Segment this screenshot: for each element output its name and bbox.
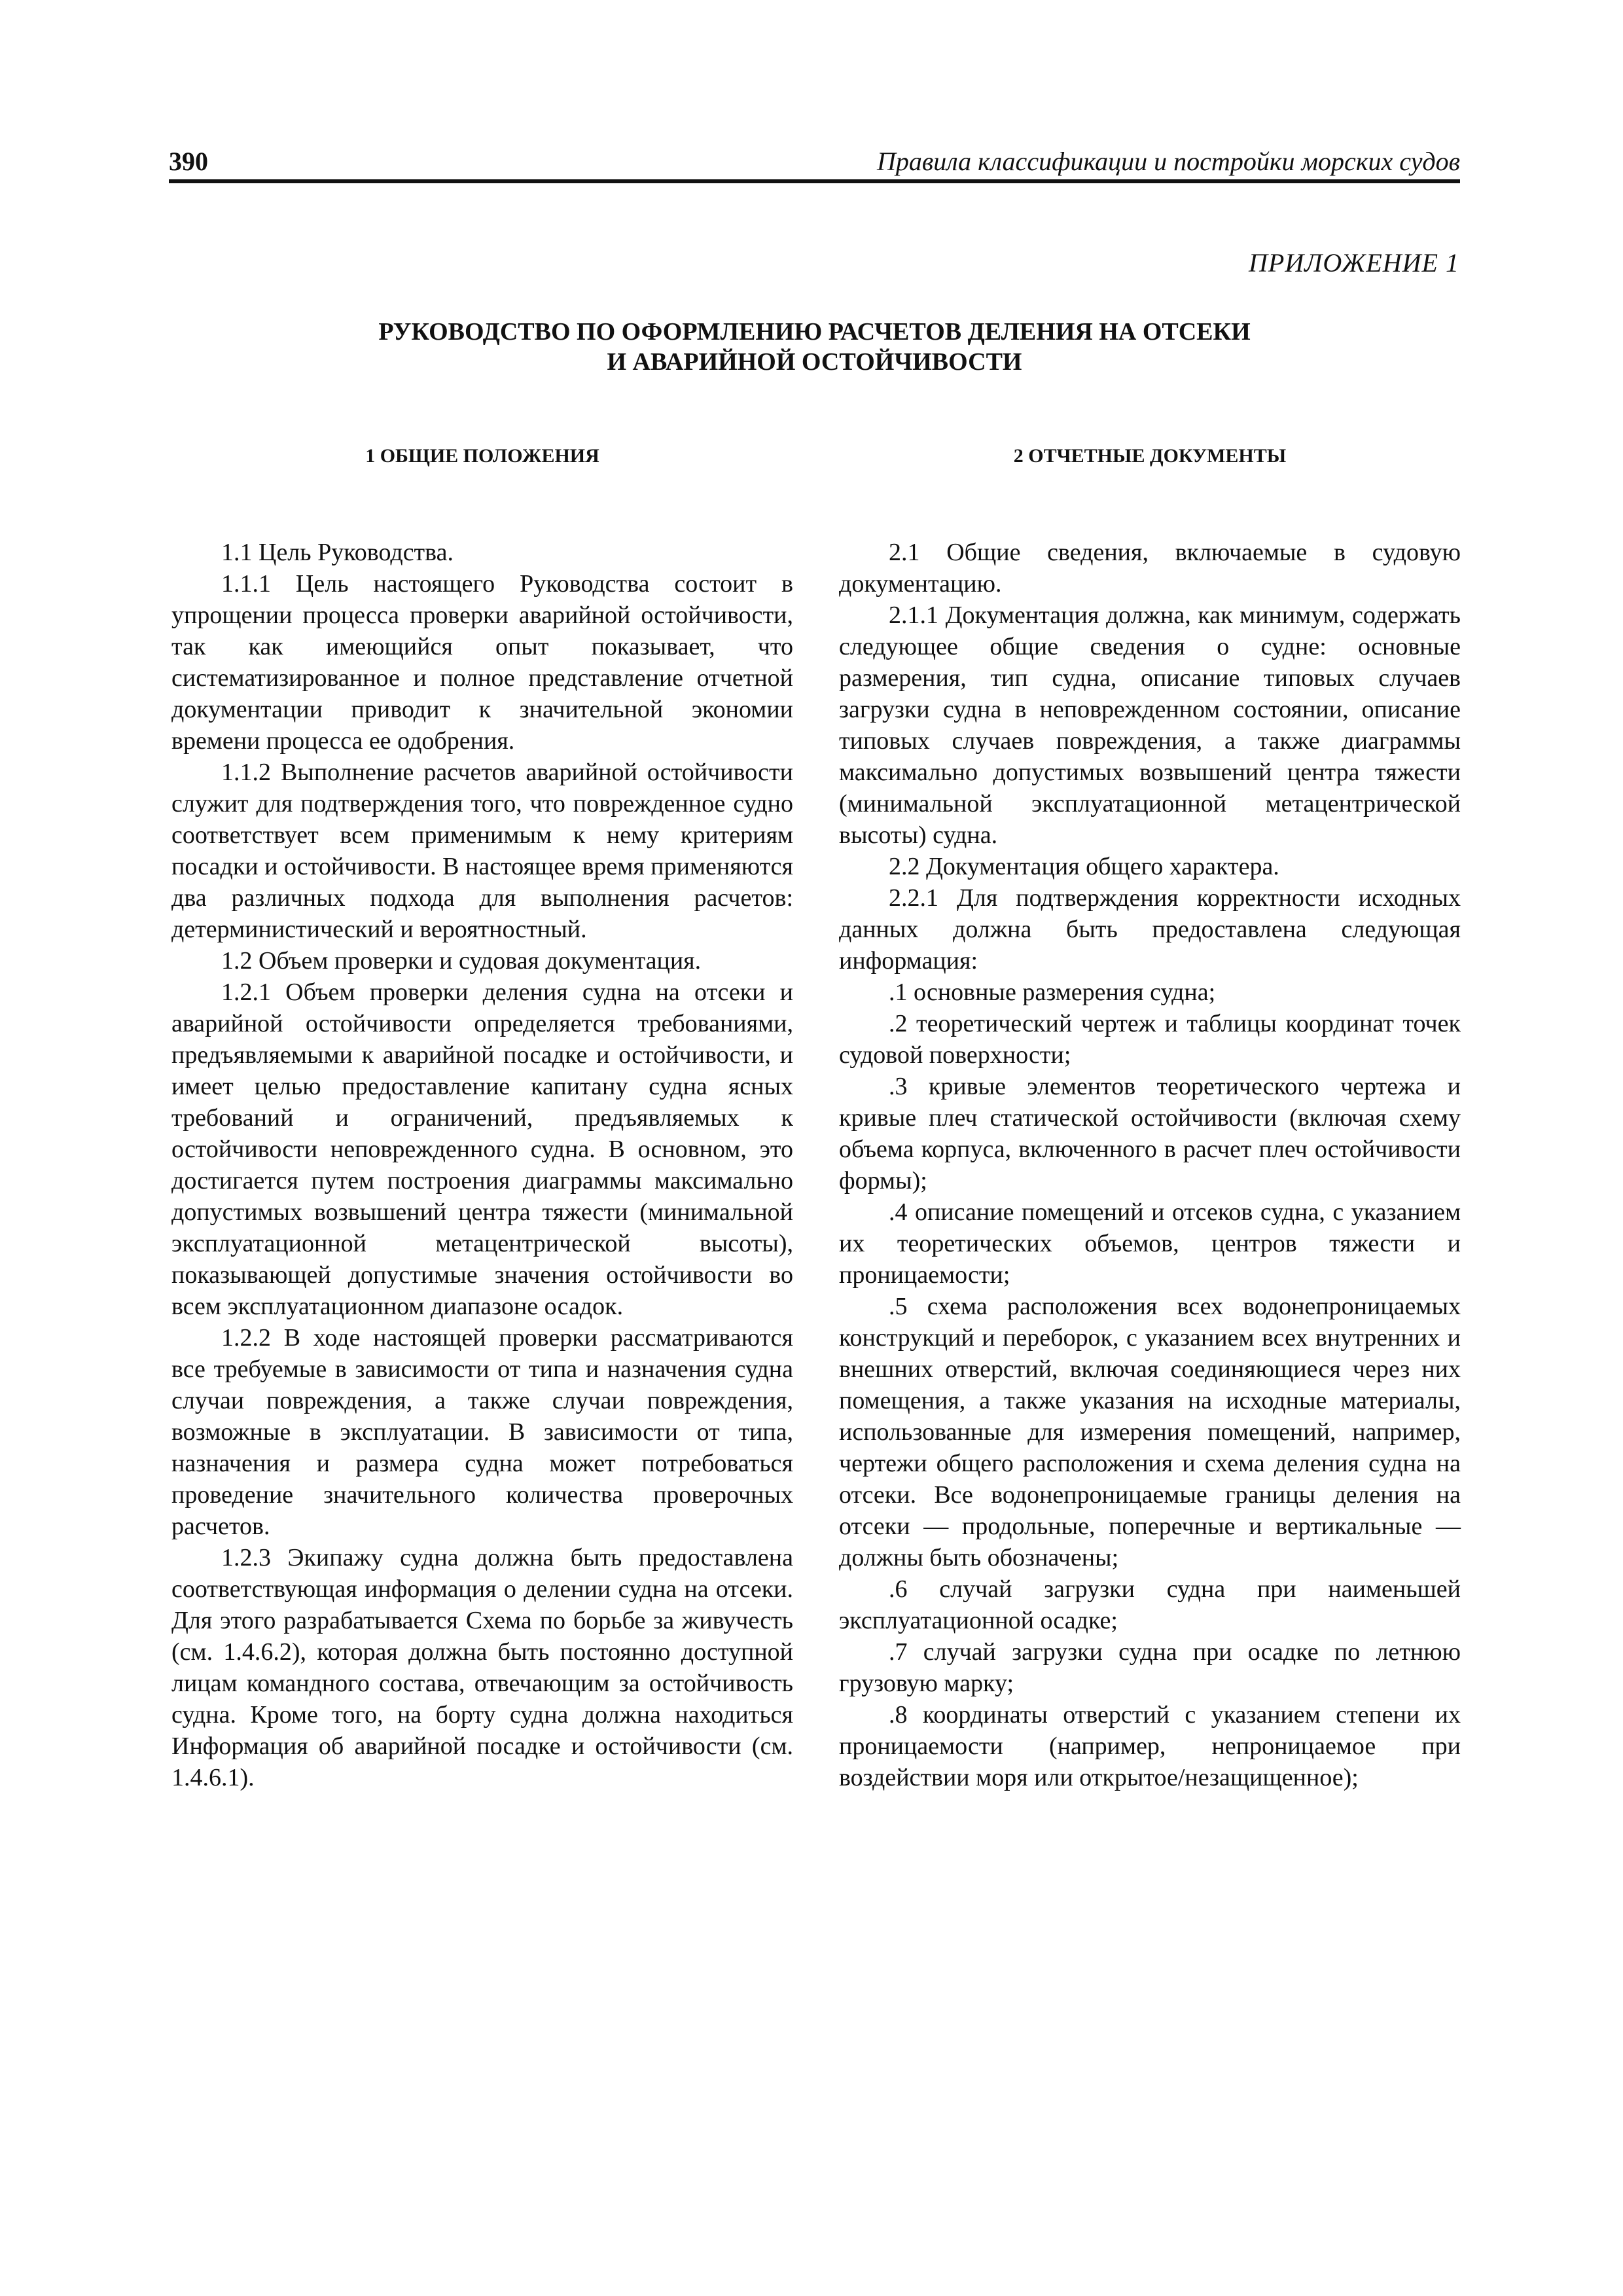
page-header — [169, 143, 1460, 183]
paragraph-1-2: 1.2 Объем проверки и судовая документация. — [221, 947, 702, 975]
list-item-2: .2 теоретический чертеж и таблицы координат точек судовой поверхности; — [839, 1010, 1461, 1069]
paragraph-2-2: 2.2 Документация общего характера. — [889, 853, 1279, 880]
section-title-reports: 2 ОТЧЕТНЫЕ ДОКУМЕНТЫ — [1013, 445, 1287, 467]
paragraph-1-2-3: 1.2.3 Экипажу судна должна быть предоставлена соответствующая информация о делении судна на отсеки. Для этого разрабатывается Схема по борьбе за живучесть (см. 1.4.6.2), которая должна быть постоянно доступной лицам командного состава, отвечающим за остойчивость судна. Кроме того, на борту судна должна находиться Информация об аварийной посадке и остойчивости (см. 1.4.6.1). — [171, 1544, 793, 1791]
paragraph-1-1-1: 1.1.1 Цель настоящего Руководства состоит в упрощении процесса проверки аварийной остойчивости, так как имеющийся опыт показывает, что систематизированное и полное представление отчетной документации приводит к значительной экономии времени процесса ее одобрения. — [171, 570, 793, 755]
list-item-6: .6 случай загрузки судна при наименьшей эксплуатационной осадке; — [839, 1575, 1461, 1634]
section-title-general: 1 ОБЩИЕ ПОЛОЖЕНИЯ — [365, 445, 599, 467]
paragraph-2-1-1: 2.1.1 Документация должна, как минимум, содержать следующее общие сведения о судне: основные размерения, тип судна, описание типовых случаев загрузки судна в неповрежденном состоянии, описание типовых случаев повреждения, а также диаграммы максимально допустимых возвышений центра тяжести (минимальной эксплуатационной метацентрической высоты) судна. — [839, 601, 1461, 849]
running-title: Правила классификации и постройки морских судов — [876, 147, 1460, 176]
appendix-label: ПРИЛОЖЕНИЕ 1 — [1249, 248, 1459, 278]
paragraph-1-2-1: 1.2.1 Объем проверки деления судна на отсеки и аварийной остойчивости определяется требованиями, предъявляемыми к аварийной посадке и остойчивости, и имеет целью предоставление капитану судна ясных требований и ограничений, предъявляемых к остойчивости неповрежденного судна. В основном, это достигается путем построения диаграммы максимально допустимых возвышений центра тяжести (минимальной эксплуатационной метацентрической высоты), показывающей допустимые значения остойчивости во всем эксплуатационном диапазоне осадок. — [171, 978, 793, 1320]
paragraph-1-2-2: 1.2.2 В ходе настоящей проверки рассматриваются все требуемые в зависимости от типа и назначения судна случаи повреждения, а также случаи повреждения, возможные в эксплуатации. В зависимости от типа, назначения и размера судна может потребоваться проведение значительного количества проверочных расчетов. — [171, 1324, 793, 1540]
list-item-5: .5 схема расположения всех водонепроницаемых конструкций и переборок, с указанием всех внутренних и внешних отверстий, включая соединяющиеся через них помещения, а также указания на исходные материалы, использованные для измерения помещений, например, чертежи общего расположения и схема деления судна на отсеки. Все водонепроницаемые границы деления на отсеки — продольные, поперечные и вертикальные — должны быть обозначены; — [839, 1293, 1461, 1571]
list-item-1: .1 основные размерения судна; — [889, 978, 1216, 1006]
paragraph-2-1: 2.1 Общие сведения, включаемые в судовую документацию. — [839, 539, 1461, 598]
list-item-8: .8 координаты отверстий с указанием степени их проницаемости (например, непроницаемое при воздействии моря или открытое/незащищенное); — [839, 1701, 1461, 1791]
page-number: 390 — [169, 147, 208, 176]
title-line-1: РУКОВОДСТВО ПО ОФОРМЛЕНИЮ РАСЧЕТОВ ДЕЛЕНИЯ НА ОТСЕКИ — [378, 318, 1251, 346]
document-title — [169, 317, 1460, 377]
list-item-3: .3 кривые элементов теоретического чертежа и кривые плеч статической остойчивости (включая схему объема корпуса, включенного в расчет плеч остойчивости формы); — [839, 1073, 1461, 1194]
paragraph-1-1-2: 1.1.2 Выполнение расчетов аварийной остойчивости служит для подтверждения того, что поврежденное судно соответствует всем применимым к нему критериям посадки и остойчивости. В настоящее время применяются два различных подхода для выполнения расчетов: детерминистический и вероятностный. — [171, 759, 793, 943]
list-item-7: .7 случай загрузки судна при осадке по летнюю грузовую марку; — [839, 1638, 1461, 1697]
right-column — [839, 445, 1461, 1793]
paragraph-2-2-1: 2.2.1 Для подтверждения корректности исходных данных должна быть предоставлена следующая информация: — [839, 884, 1461, 975]
list-item-4: .4 описание помещений и отсеков судна, с указанием их теоретических объемов, центров тяжести и проницаемости; — [839, 1198, 1461, 1289]
paragraph-1-1: 1.1 Цель Руководства. — [221, 539, 454, 566]
left-column — [171, 445, 793, 1793]
title-line-2: И АВАРИЙНОЙ ОСТОЙЧИВОСТИ — [607, 348, 1022, 376]
